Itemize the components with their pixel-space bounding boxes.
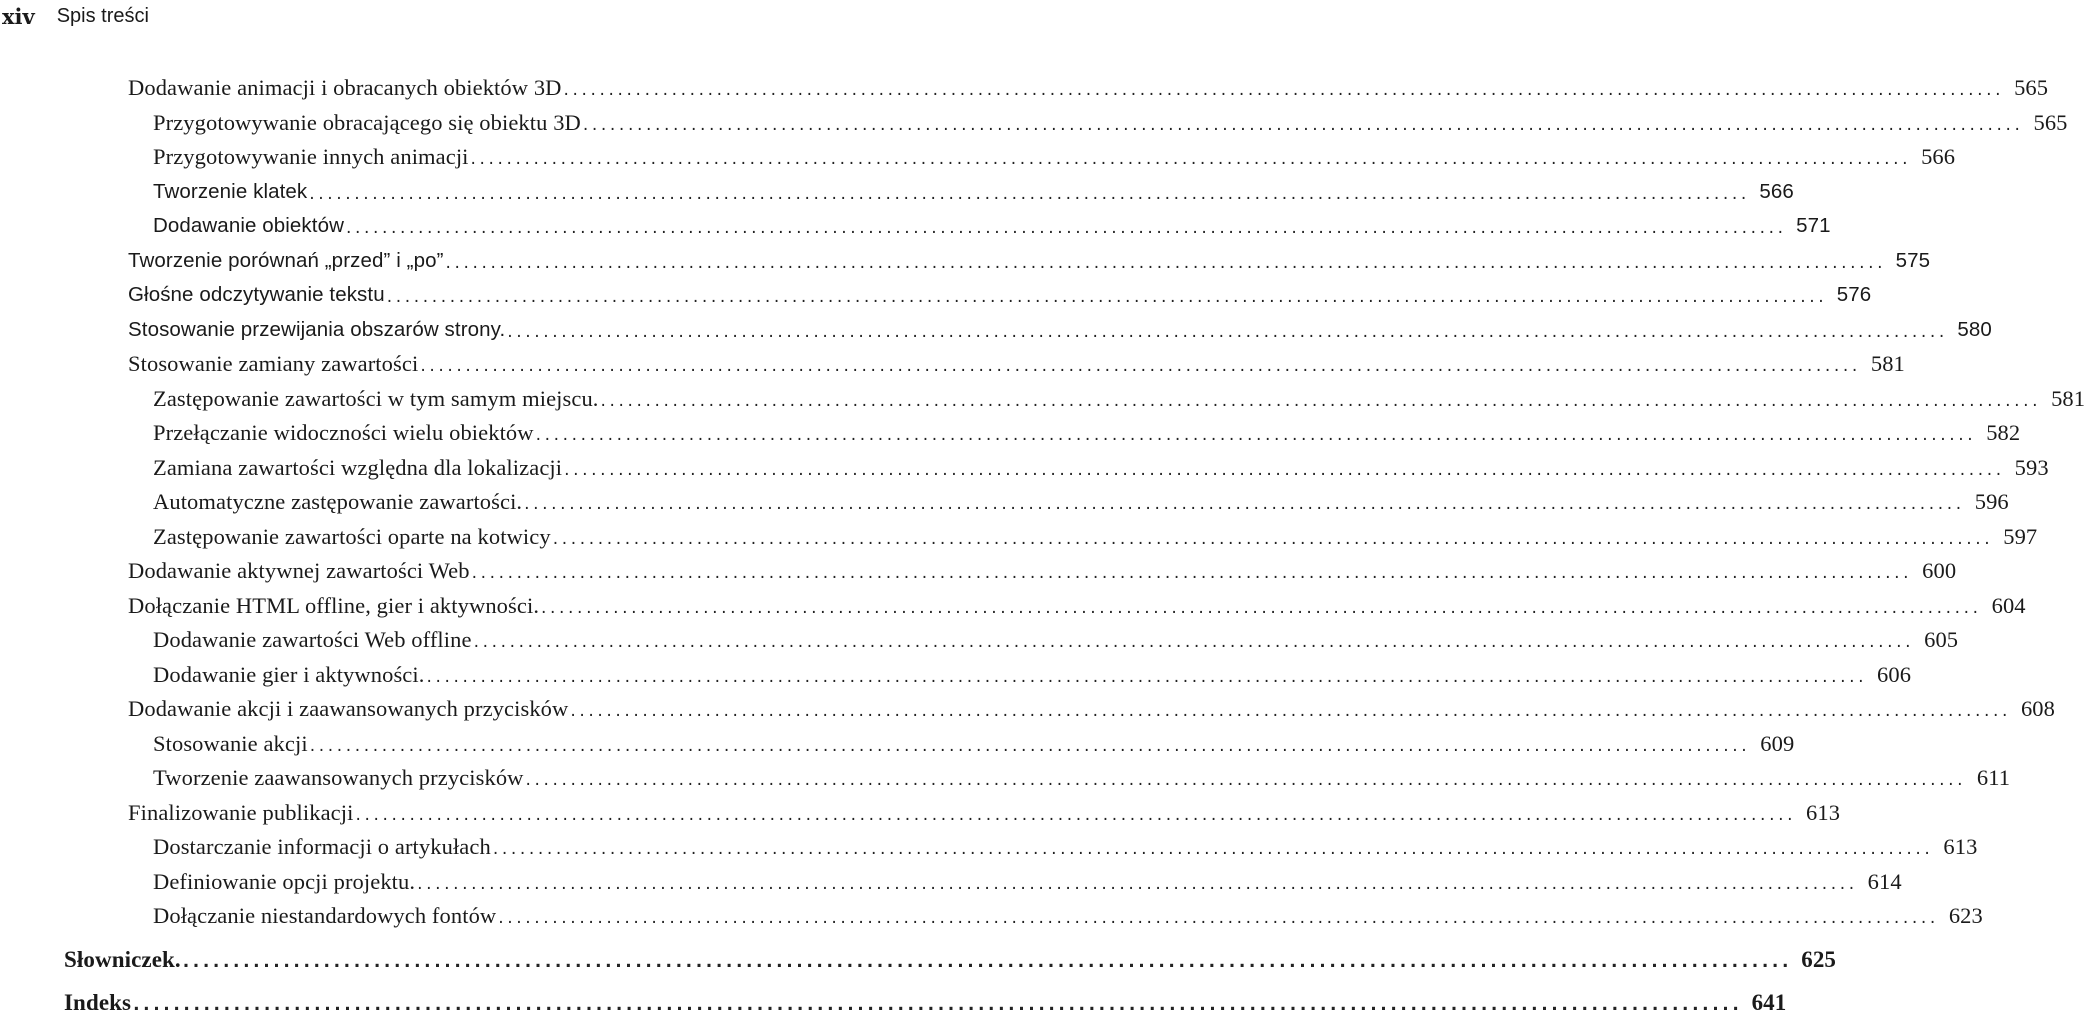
toc-entry <box>0 382 2085 417</box>
toc-entry-page: 565 <box>2014 75 2049 101</box>
dot-leader: ................................................................................................................................................................ <box>417 873 1858 894</box>
toc-entry <box>0 106 2068 141</box>
toc-entry-page: 604 <box>1991 592 2026 618</box>
toc-entry-page: 597 <box>2003 523 2038 549</box>
toc-entry-page: 608 <box>2020 696 2055 722</box>
toc-entry-title: Tworzenie zaawansowanych przycisków <box>153 765 524 791</box>
toc-entry <box>0 692 2055 727</box>
toc-entry-title: Definiowanie opcji projektu. <box>153 868 416 894</box>
running-head <box>0 0 149 32</box>
toc-entry-title: Dostarczanie informacji o artykułach <box>153 834 491 860</box>
dot-leader: ................................................................................................................................................................ <box>345 218 1787 239</box>
dot-leader: ................................................................................................................................................................ <box>600 390 2042 411</box>
toc-entry-page: 625 <box>1801 946 1837 972</box>
dot-leader: ................................................................................................................................................................ <box>445 252 1887 273</box>
toc-entry <box>0 623 1959 658</box>
toc-entry-title: Dołączanie niestandardowych fontów <box>153 903 497 929</box>
dot-leader: ................................................................................................................................................................ <box>564 459 2005 480</box>
toc-chapter-entry <box>0 943 1837 978</box>
toc-entry-page: 614 <box>1867 868 1902 894</box>
dot-leader: ................................................................................................................................................................ <box>133 995 1743 1016</box>
toc-entry <box>0 485 2009 520</box>
toc-entry <box>0 140 1956 175</box>
toc-entry-page: 576 <box>1836 283 1872 307</box>
dot-leader: ................................................................................................................................................................ <box>473 632 1915 653</box>
dot-leader: ................................................................................................................................................................ <box>182 951 1793 972</box>
toc-entry-title: Dodawanie gier i aktywności. <box>153 661 425 687</box>
toc-entry-title: Przełączanie widoczności wielu obiektów <box>153 420 534 446</box>
toc-entry <box>0 416 2021 451</box>
toc-entry-page: 613 <box>1943 834 1978 860</box>
dot-leader: ................................................................................................................................................................ <box>309 183 1750 204</box>
toc-entry-title: Słowniczek. <box>64 946 181 972</box>
toc-entry-title: Tworzenie klatek <box>153 179 308 203</box>
toc-entry <box>0 658 1912 693</box>
toc-entry-page: 580 <box>1957 317 1992 341</box>
toc-entry <box>0 175 1794 210</box>
toc-entry <box>0 347 1905 382</box>
toc-entry-title: Automatyczne zastępowanie zawartości. <box>153 489 523 515</box>
toc-entry-title: Stosowanie zamiany zawartości <box>128 351 419 377</box>
toc-entry-page: 611 <box>1976 765 2011 791</box>
dot-leader: ................................................................................................................................................................ <box>420 356 1861 377</box>
toc-entry-title: Dołączanie HTML offline, gier i aktywności. <box>128 592 540 618</box>
toc-entry-page: 566 <box>1921 144 1956 170</box>
dot-leader: ................................................................................................................................................................ <box>524 494 1965 515</box>
table-of-contents <box>0 71 2085 1021</box>
dot-leader: ................................................................................................................................................................ <box>386 287 1828 308</box>
toc-entry-title: Finalizowanie publikacji <box>128 799 354 825</box>
dot-leader: ................................................................................................................................................................ <box>535 425 1977 446</box>
toc-entry <box>0 899 1983 934</box>
toc-entry-page: 581 <box>1870 351 1905 377</box>
dot-leader: ................................................................................................................................................................ <box>563 80 2005 101</box>
dot-leader: ................................................................................................................................................................ <box>541 597 1982 618</box>
toc-entry-title: Dodawanie akcji i zaawansowanych przycisków <box>128 696 569 722</box>
dot-leader: ................................................................................................................................................................ <box>582 114 2024 135</box>
toc-entry-page: 581 <box>2051 385 2085 411</box>
dot-leader: ................................................................................................................................................................ <box>309 735 1751 756</box>
toc-chapter-entry <box>0 986 1787 1021</box>
toc-entry-title: Dodawanie animacji i obracanych obiektów 3D <box>128 75 562 101</box>
dot-leader: ................................................................................................................................................................ <box>492 839 1934 860</box>
toc-entry <box>0 796 1841 831</box>
dot-leader: ................................................................................................................................................................ <box>471 563 1913 584</box>
dot-leader: ................................................................................................................................................................ <box>355 804 1797 825</box>
toc-entry-page: 613 <box>1806 799 1841 825</box>
toc-entry-title: Indeks <box>64 990 132 1016</box>
toc-entry <box>0 278 1872 313</box>
dot-leader: ................................................................................................................................................................ <box>498 908 1939 929</box>
dot-leader: ................................................................................................................................................................ <box>570 701 2011 722</box>
toc-entry-title: Głośne odczytywanie tekstu <box>128 283 385 307</box>
page-number: xiv <box>2 3 35 29</box>
toc-entry-title: Dodawanie aktywnej zawartości Web <box>128 558 470 584</box>
toc-entry-title: Stosowanie akcji <box>153 730 308 756</box>
toc-entry-page: 600 <box>1922 558 1957 584</box>
toc-entry <box>0 554 1957 589</box>
toc-entry-title: Zamiana zawartości względna dla lokalizacji <box>153 454 563 480</box>
toc-entry <box>0 209 1831 244</box>
toc-entry-page: 565 <box>2033 109 2068 135</box>
toc-entry <box>0 589 2026 624</box>
toc-entry-page: 571 <box>1796 214 1831 238</box>
toc-entry-page: 582 <box>1986 420 2021 446</box>
toc-entry <box>0 761 2011 796</box>
toc-entry-page: 593 <box>2014 454 2049 480</box>
toc-entry-title: Tworzenie porównań „przed” i „po” <box>128 248 444 272</box>
dot-leader: ................................................................................................................................................................ <box>507 321 1948 342</box>
dot-leader: ................................................................................................................................................................ <box>470 149 1912 170</box>
toc-entry-title: Dodawanie obiektów <box>153 214 344 238</box>
toc-entry <box>0 313 1992 348</box>
toc-entry-title: Dodawanie zawartości Web offline <box>153 627 472 653</box>
toc-entry-title: Stosowanie przewijania obszarów strony. <box>128 317 506 341</box>
toc-entry-title: Zastępowanie zawartości w tym samym miejscu. <box>153 385 599 411</box>
toc-entry <box>0 865 1902 900</box>
toc-entry-page: 566 <box>1759 179 1794 203</box>
toc-entry-page: 596 <box>1974 489 2009 515</box>
toc-entry <box>0 451 2049 486</box>
toc-entry-title: Przygotowywanie obracającego się obiektu 3D <box>153 109 581 135</box>
toc-entry-page: 606 <box>1877 661 1912 687</box>
toc-entry <box>0 727 1795 762</box>
toc-entry <box>0 244 1931 279</box>
running-title: Spis treści <box>56 4 149 27</box>
toc-entry <box>0 520 2038 555</box>
dot-leader: ................................................................................................................................................................ <box>552 528 1994 549</box>
toc-entry-page: 605 <box>1924 627 1959 653</box>
toc-entry-page: 623 <box>1948 903 1983 929</box>
toc-entry <box>0 71 2049 106</box>
toc-entry-page: 641 <box>1751 990 1787 1016</box>
toc-entry-page: 609 <box>1760 730 1795 756</box>
dot-leader: ................................................................................................................................................................ <box>525 770 1967 791</box>
toc-entry-title: Przygotowywanie innych animacji <box>153 144 469 170</box>
toc-entry-title: Zastępowanie zawartości oparte na kotwicy <box>153 523 551 549</box>
toc-entry-page: 575 <box>1895 248 1931 272</box>
dot-leader: ................................................................................................................................................................ <box>426 666 1868 687</box>
toc-entry <box>0 830 1978 865</box>
